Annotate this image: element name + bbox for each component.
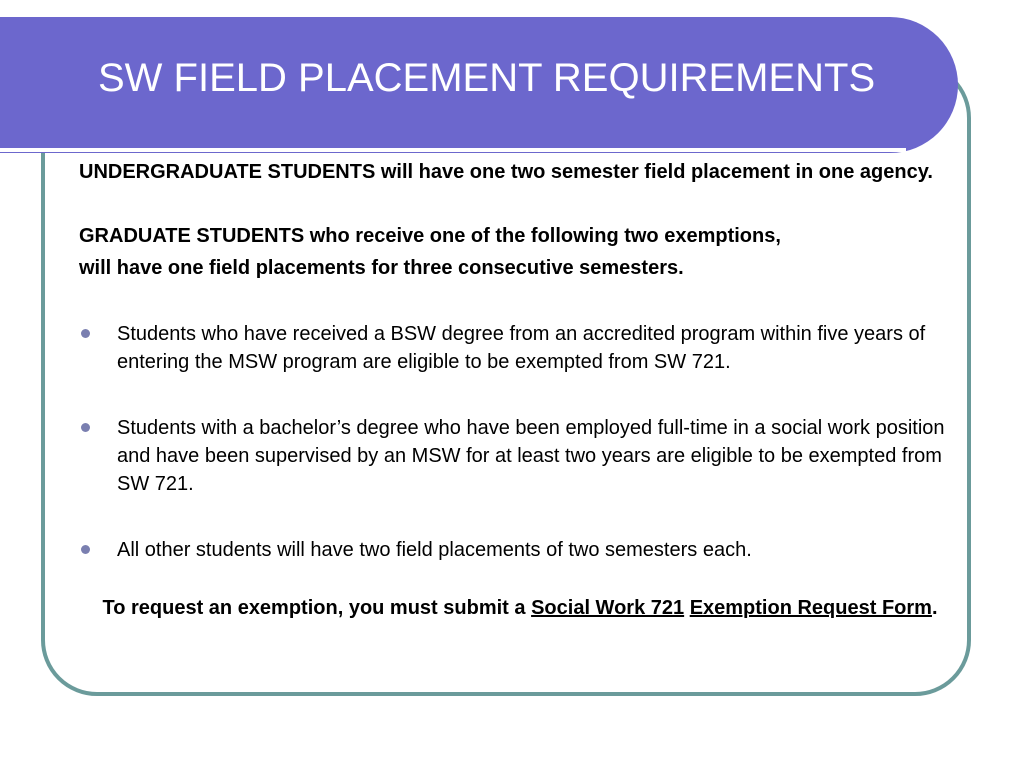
exemption-request-form-link[interactable]: Exemption Request Form <box>689 597 932 619</box>
bullet-text: All other students will have two field placements of two semesters each. <box>117 539 752 561</box>
graduate-lead: GRADUATE STUDENTS <box>79 225 305 247</box>
closing-paragraph <box>79 594 949 622</box>
bullet-dot-icon <box>81 423 90 432</box>
undergraduate-paragraph <box>79 158 949 186</box>
slide-title: SW FIELD PLACEMENT REQUIREMENTS <box>98 56 876 100</box>
bullet-item <box>79 414 949 498</box>
bullet-text: Students with a bachelor’s degree who have been employed full-time in a social work position and have been supervised by an MSW for at least two years are eligible to be exempted from SW 721. <box>117 417 945 495</box>
closing-period: . <box>931 597 938 619</box>
bullet-text: Students who have received a BSW degree from an accredited program within five years of entering the MSW program are eligible to be exempted from SW 721. <box>117 323 926 373</box>
bullet-dot-icon <box>81 329 90 338</box>
graduate-text: who receive one of the following two exemptions, <box>304 225 781 247</box>
graduate-line-2: will have one field placements for three consecutive semesters. <box>79 257 684 279</box>
social-work-721-link[interactable]: Social Work 721 <box>531 597 685 619</box>
bullet-item <box>79 536 949 564</box>
slide-body <box>79 158 949 622</box>
closing-text: To request an exemption, you must submit a <box>102 597 532 619</box>
undergraduate-lead: UNDERGRADUATE STUDENTS <box>79 161 376 183</box>
bullet-item <box>79 320 949 376</box>
undergraduate-text: will have one two semester field placement in one agency. <box>375 161 933 183</box>
title-underline <box>0 148 906 152</box>
bullet-dot-icon <box>81 545 90 554</box>
graduate-line-1 <box>79 222 949 250</box>
exemption-bullet-list <box>79 320 949 564</box>
